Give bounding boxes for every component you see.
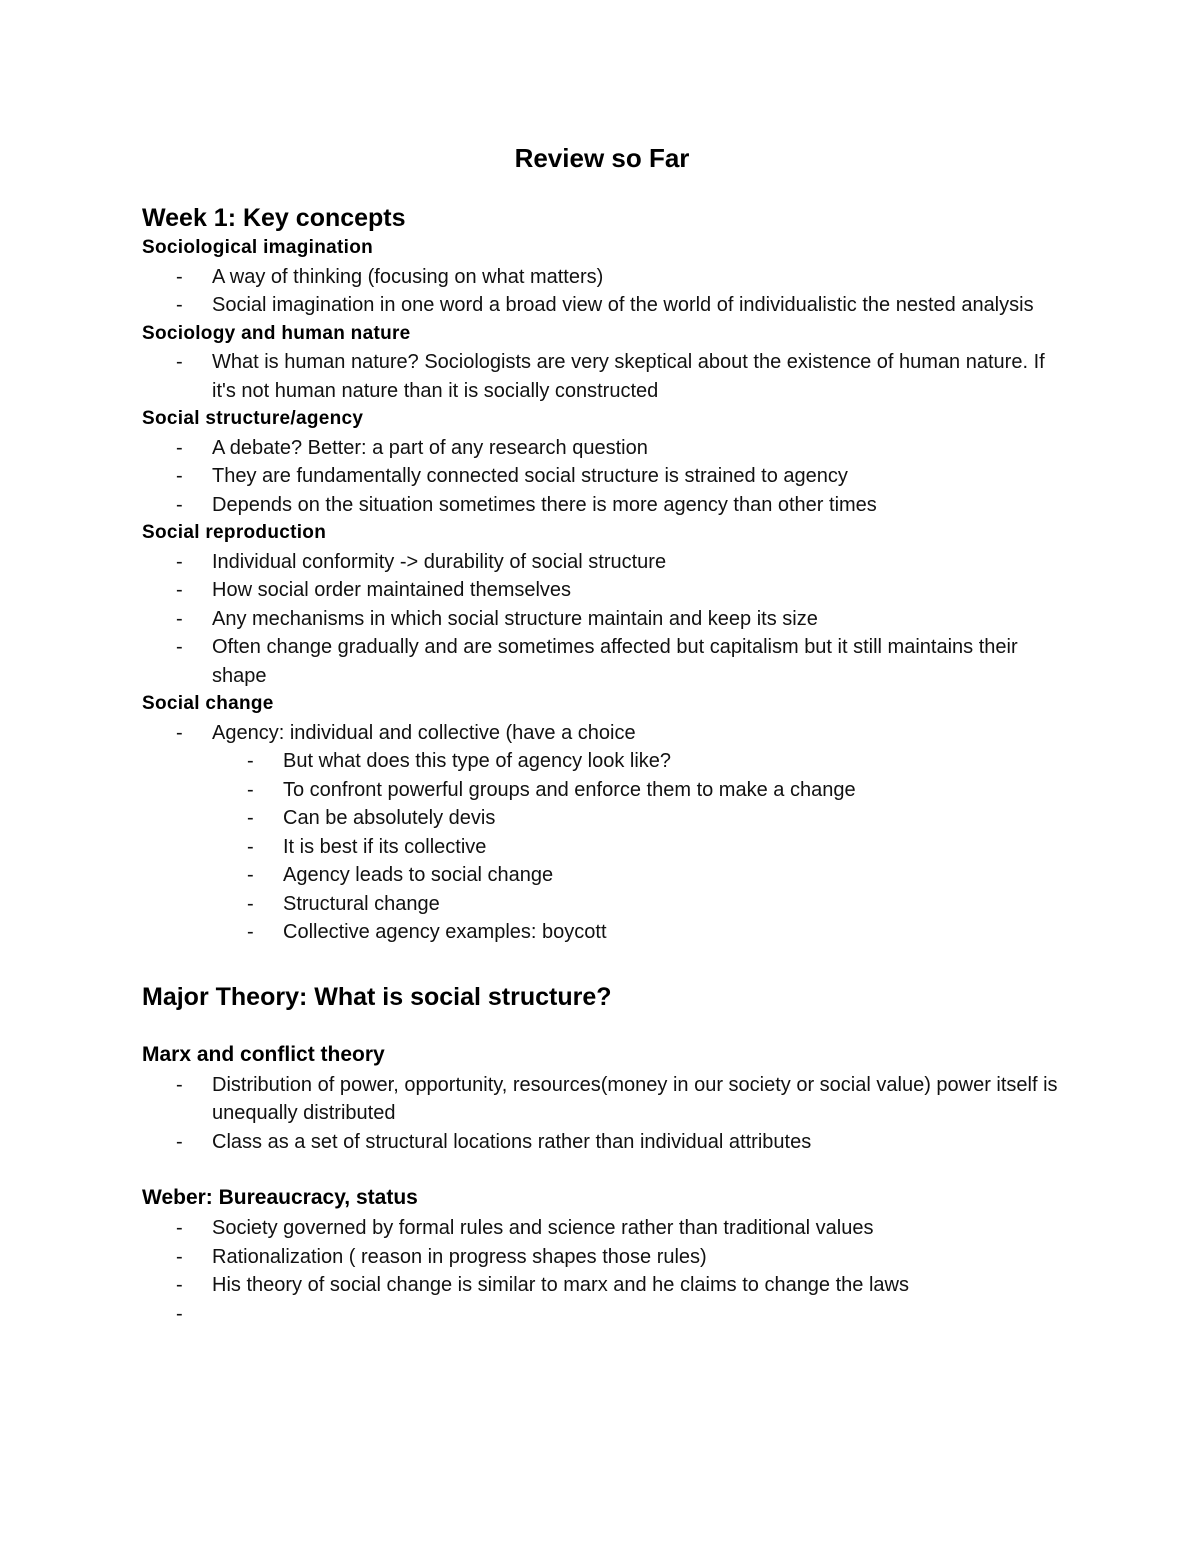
list-item: - Social imagination in one word a broad view of the world of individualistic the nested analysis [142,291,1062,320]
list-item: - Society governed by formal rules and science rather than traditional values [142,1214,1062,1243]
list-item: - Agency: individual and collective (have a choice [142,719,1062,748]
week1-heading: Week 1: Key concepts [142,204,406,232]
sub-list-item: - Agency leads to social change [142,861,1062,890]
bullet-list [142,1071,1062,1157]
bullet-list [142,348,1062,405]
major-theory-heading: Major Theory: What is social structure? [142,982,612,1011]
sub-list-item: - But what does this type of agency look like? [142,747,1062,776]
list-item: - What is human nature? Sociologists are very skeptical about the existence of human nature. If it's not human nature than it is socially constructed [142,348,1062,405]
bullet-list [142,1214,1062,1328]
section-title-marx: Marx and conflict theory [142,1042,385,1066]
section-title-social-reproduction: Social reproduction [142,522,327,543]
list-item: - Any mechanisms in which social structure maintain and keep its size [142,605,1062,634]
list-item: - A way of thinking (focusing on what matters) [142,263,1062,292]
bullet-list [142,719,1062,947]
list-item: - A debate? Better: a part of any research question [142,434,1062,463]
sub-list-item: - To confront powerful groups and enforce them to make a change [142,776,1062,805]
list-item: - Rationalization ( reason in progress shapes those rules) [142,1243,1062,1272]
section-title-sociology-human-nature: Sociology and human nature [142,322,411,344]
bullet-list [142,548,1062,691]
list-item: - Class as a set of structural locations rather than individual attributes [142,1128,1062,1157]
bullet-list [142,434,1062,520]
list-item: - His theory of social change is similar to marx and he claims to change the laws [142,1271,1062,1300]
list-item: - How social order maintained themselves [142,576,1062,605]
section-title-weber: Weber: Bureaucracy, status [142,1186,418,1209]
page-title: Review so Far [514,143,690,173]
sub-list-item: - It is best if its collective [142,833,1062,862]
sub-list-item: - Can be absolutely devis [142,804,1062,833]
list-item: - Depends on the situation sometimes there is more agency than other times [142,491,1062,520]
bullet-list [142,263,1062,320]
list-item: - Individual conformity -> durability of social structure [142,548,1062,577]
list-item: - Often change gradually and are sometimes affected but capitalism but it still maintains their shape [142,633,1062,690]
section-title-social-change: Social change [142,693,274,714]
list-item: - They are fundamentally connected social structure is strained to agency [142,462,1062,491]
sub-list-item: - Structural change [142,890,1062,919]
list-item [142,1300,1062,1329]
list-item: - Distribution of power, opportunity, resources(money in our society or social value) power itself is unequally distributed [142,1071,1062,1128]
section-title-sociological-imagination: Sociological imagination [142,237,374,258]
section-title-social-structure-agency: Social structure/agency [142,408,364,429]
sub-list-item: - Collective agency examples: boycott [142,918,1062,947]
document-page [142,138,1062,1328]
